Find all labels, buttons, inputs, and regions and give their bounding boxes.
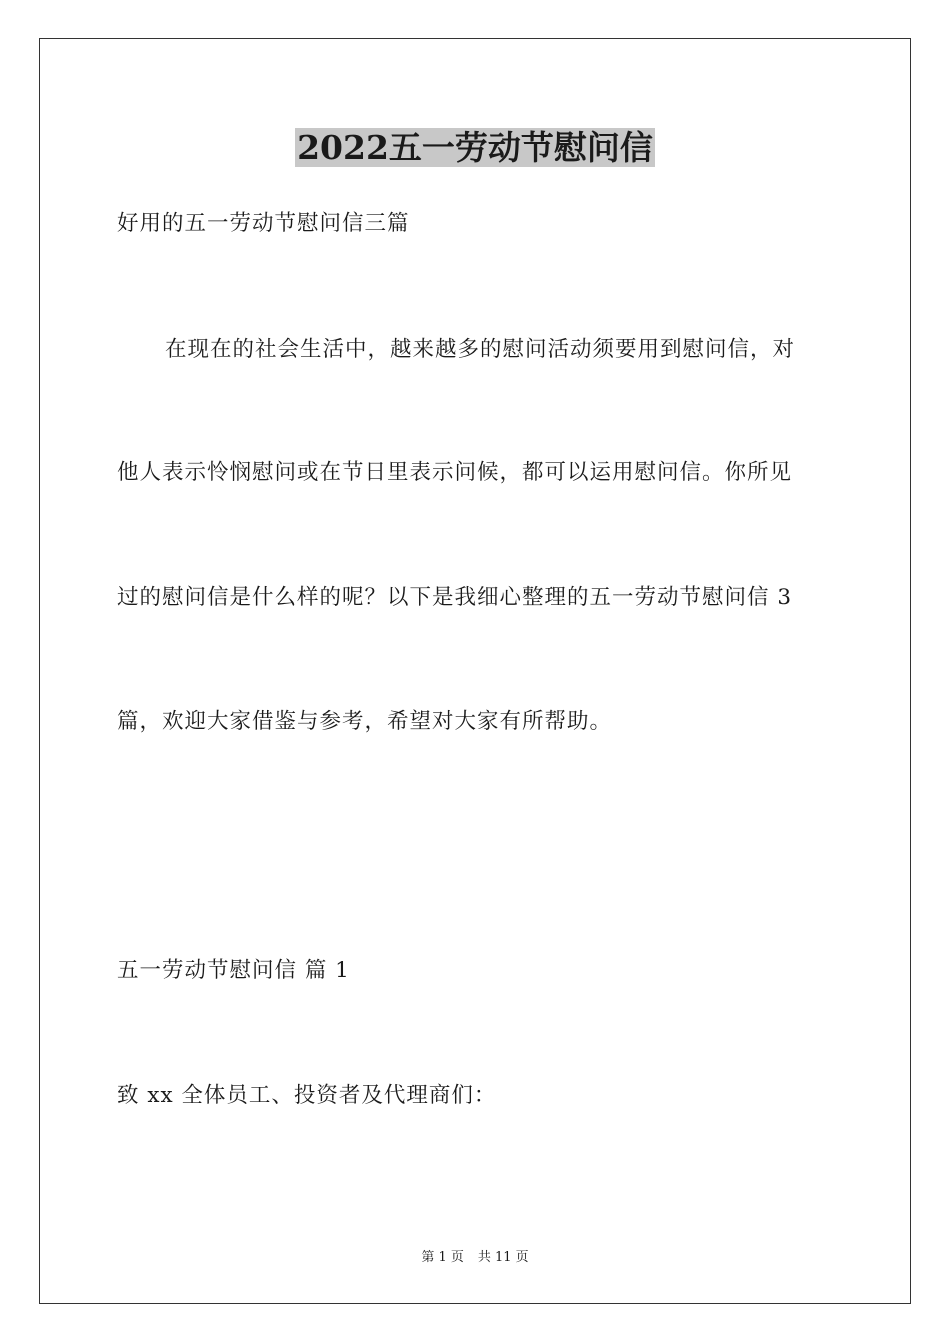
page-footer <box>0 1249 950 1267</box>
document-title-text: 2022五一劳动节慰问信 <box>297 128 653 167</box>
document-title <box>0 126 950 170</box>
salutation: 致 xx 全体员工、投资者及代理商们： <box>117 1083 497 1108</box>
intro-line-2: 他人表示怜悯慰问或在节日里表示问候，都可以运用慰问信。你所见 <box>117 460 793 485</box>
page-total: 共 11 页 <box>477 1250 529 1265</box>
page-number: 第 1 页 <box>421 1250 464 1265</box>
intro-line-4: 篇，欢迎大家借鉴与参考，希望对大家有所帮助。 <box>117 709 613 734</box>
intro-line-3: 过的慰问信是什么样的呢？以下是我细心整理的五一劳动节慰问信 3 <box>117 585 793 610</box>
section-heading: 五一劳动节慰问信 篇 1 <box>117 958 350 983</box>
document-subtitle: 好用的五一劳动节慰问信三篇 <box>117 211 410 236</box>
intro-line-1: 在现在的社会生活中，越来越多的慰问活动须要用到慰问信，对 <box>165 337 796 362</box>
